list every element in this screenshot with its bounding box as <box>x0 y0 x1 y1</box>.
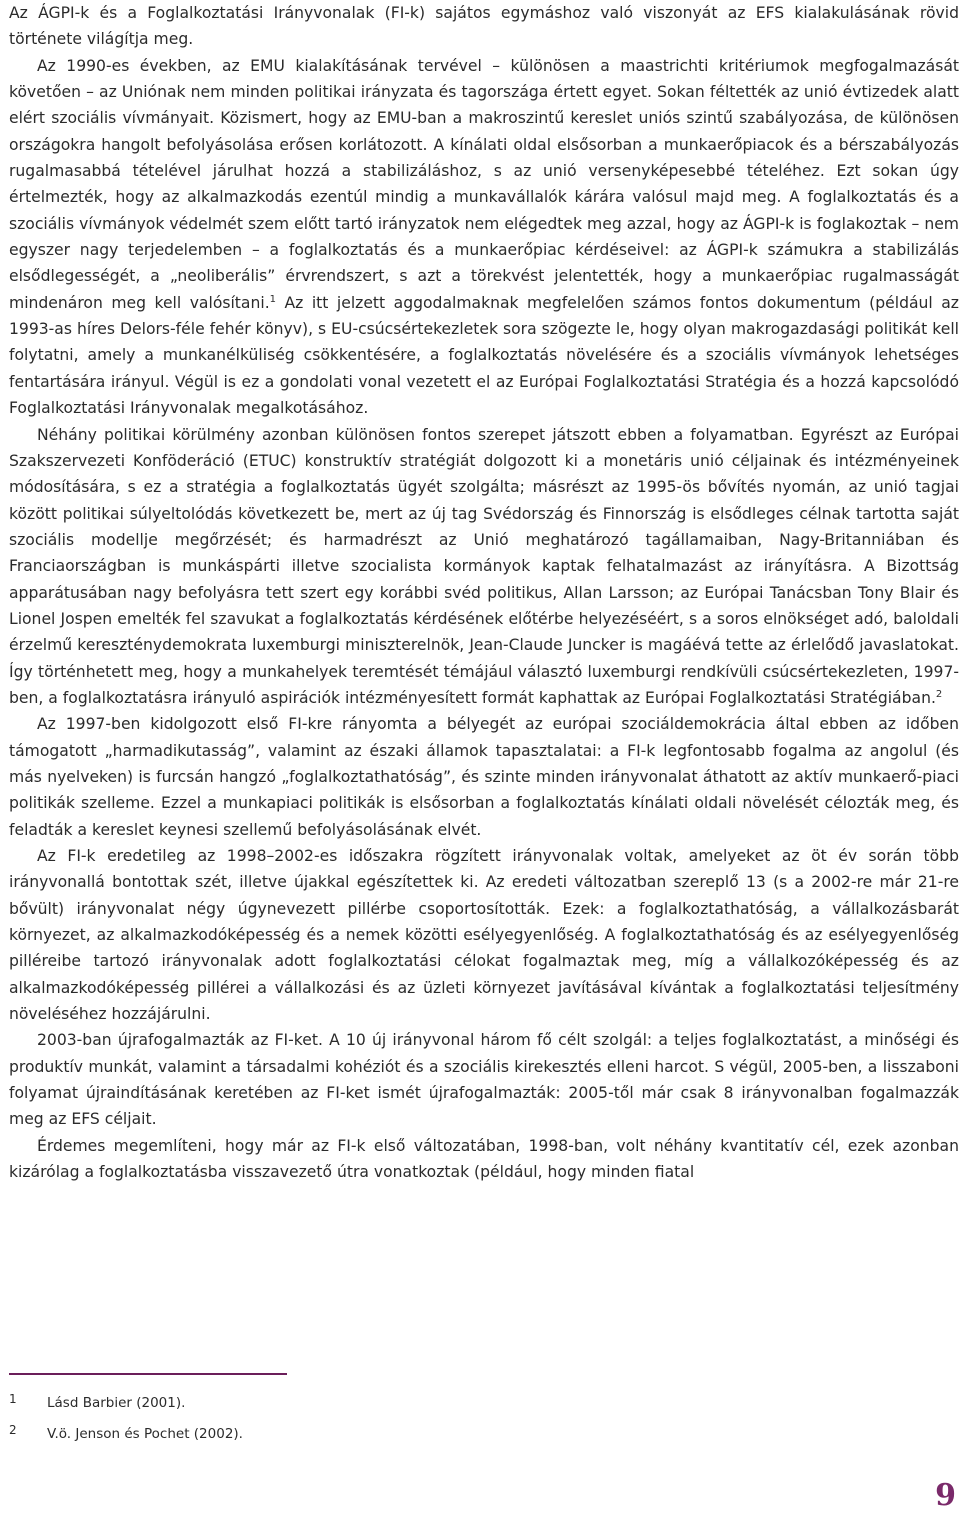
paragraph-2-continued: Az itt jelzett aggodalmaknak megfelelően számos fontos dokumentum (például az 1993-as híres Delors-féle fehér könyv), s EU-csúcsértekezletek sora szögezte le, hogy olyan makrogazdasági politikát kell folytatni, amely a munkanélküliség csökkentésére, a foglalkoztatás növelésére és a szociális vívmányok lehetséges fentartására irányul. Végül is ez a gondolati vonal vezetett el az Európai Foglalkoztatási Stratégia és a hozzá kapcsolódó Foglalkoztatási Irányvonalak megalkotásához. <box>9 293 959 418</box>
footnote-ref-2[interactable]: 2 <box>935 688 943 700</box>
paragraph-7: Érdemes megemlíteni, hogy már az FI-k első változatában, 1998-ban, volt néhány kvantitatív cél, ezek azonban kizárólag a foglalkoztatásba visszavezető útra vonatkoztak (például, hogy minden fiatal <box>9 1136 959 1182</box>
footnote-1 <box>9 1390 185 1412</box>
footnote-1-text: Lásd Barbier (2001). <box>47 1395 186 1411</box>
paragraph-4: Az 1997-ben kidolgozott első FI-kre rányomta a bélyegét az európai szociáldemokrácia által ebben az időben támogatott „harmadikutasság”, valamint az északi államok tapasztalatai: a FI-k legfontosabb fogalma az angolul (és más nyelveken) is furcsán hangzó „foglalkoztathatóság”, és szinte minden irányvonalat áthatott az aktív munkaerő-piaci politikák szelleme. Ezzel a munkapiaci politikák is elsősorban a foglalkoztatás kínálati oldali növelését célozták meg, és feladták a kereslet keynesi szellemű befolyásolásának elvét. <box>9 715 959 839</box>
document-body <box>9 0 959 1185</box>
footnote-ref-1[interactable]: 1 <box>269 293 277 305</box>
paragraph-1: Az ÁGPI-k és a Foglalkoztatási Irányvonalak (FI-k) sajátos egymáshoz való viszonyát az EFS kialakulásának rövid története világítja meg. <box>9 4 959 49</box>
footnote-2 <box>9 1421 243 1443</box>
page-number: 9 <box>935 1478 956 1513</box>
paragraph-2-text: Az 1990-es években, az EMU kialakításának tervével – különösen a maastrichti kritériumok megfogalmazását követően – az Uniónak nem minden politikai irányzata és tagországa értett egyet. Sokan féltették az unió évtizedek alatt elért szociális vívmányait. Közismert, hogy az EMU-ban a makroszintű kereslet uniós szintű szabályozása, de különösen országokra hangolt befolyásolása erősen korlátozott. A kínálati oldal elsősorban a munkaerőpiacok és a bérszabályozás rugalmasabbá tételével járulhat hozzá a stabilizáláshoz, s az unió versenyképesebbé tételéhez. Ezt sokan úgy értelmezték, hogy az alkalmazkodás ezentúl mindig a munkavállalók kárára valósul majd meg. A foglalkoztatás és a szociális vívmányok védelmét szem előtt tartó irányzatok nem elégedtek meg azzal, hogy az ÁGPI-k is foglakoztak – nem egyszer nagy terjedelemben – a foglalkoztatás és a munkaerőpiac kérdéseivel: az ÁGPI-k számukra a stabilizálás elsődlegességét, a „neoliberális” érvrendszert, s azt a törekvést jelentették, hogy a munkaerőpiac rugalmasságát mindenáron meg kell valósítani. <box>9 56 959 312</box>
paragraph-5: Az FI-k eredetileg az 1998–2002-es időszakra rögzített irányvonalak voltak, amelyeket az öt év során több irányvonallá bontottak szét, illetve újakkal egészítettek ki. Az eredeti változatban szereplő 13 (s a 2002-re már 21-re bővült) irányvonalat négy úgynevezett pillérbe csoportosították. Ezek: a foglalkoztathatóság, a vállalkozásbarát környezet, az alkalmazkodóképesség és a nemek közötti esélyegyenlőség. A foglalkoztathatóság és az esélyegyenlőség pilléreibe tartozó irányvonalak adott foglalkoztatási célokat fogalmaztak meg, míg a vállalkozóképesség és az alkalmazkodóképesség pillérei a vállalkozási és az üzleti környezet javításával kívántak a foglalkoztatási teljesítmény növeléséhez hozzájárulni. <box>9 847 959 1024</box>
footnote-divider <box>9 1373 287 1375</box>
paragraph-3-text: Néhány politikai körülmény azonban különösen fontos szerepet játszott ebben a folyamatban. Egyrészt az Európai Szakszervezeti Konföderáció (ETUC) konstruktív stratégiát dolgozott ki a monetáris unió céljainak és intézményeinek módosítására, s ez a stratégia a foglalkoztatás ügyét szolgálta; másrészt az 1995-ös bővítés nyomán, az unió tagjai között politikai súlyeltolódás következett be, mert az új tag Svédország és Finnország is elsődleges célnak tartotta saját szociális modellje megőrzését; és harmadrészt az Unió meghatározó tagállamaiban, Nagy-Britanniában és Franciaországban is munkáspárti illetve szocialista kormányok kaptak felhatalmazást az irányításra. A Bizottság apparátusában nagy befolyásra tett szert egy korábbi svéd politikus, Allan Larsson; az Európai Tanácsban Tony Blair és Lionel Jospen emelték fel szavukat a foglalkoztatás kérdésének előtérbe helyezéséért, s a soros elnökséget adó, baloldali érzelmű kereszténydemokrata luxemburgi miniszterelnök, Jean-Claude Juncker is magáévá tette az érlelődő javaslatokat. Így történhetett meg, hogy a munkahelyek teremtését témájául választó luxemburgi rendkívüli csúcsértekezleten, 1997-ben, a foglalkoztatásra irányuló aspirációk intézményesített formát kaphattak az Európai Foglalkoztatási Stratégiában. <box>9 425 959 707</box>
footnote-2-number: 2 <box>9 1423 17 1437</box>
paragraph-2 <box>9 53 959 422</box>
footnote-1-number: 1 <box>9 1392 17 1406</box>
paragraph-3 <box>9 422 959 712</box>
footnote-2-text: V.ö. Jenson és Pochet (2002). <box>47 1426 243 1442</box>
paragraph-6: 2003-ban újrafogalmazták az FI-ket. A 10 új irányvonal három fő célt szolgál: a teljes foglalkoztatást, a minőségi és produktív munkát, valamint a társadalmi kohéziót és a szociális kirekesztés elleni harcot. S végül, 2005-ben, a lisszaboni folyamat újraindításának keretében az FI-ket ismét újrafogalmazták: 2005-től már csak 8 irányvonalban fogalmazzák meg az EFS céljait. <box>9 1031 959 1129</box>
